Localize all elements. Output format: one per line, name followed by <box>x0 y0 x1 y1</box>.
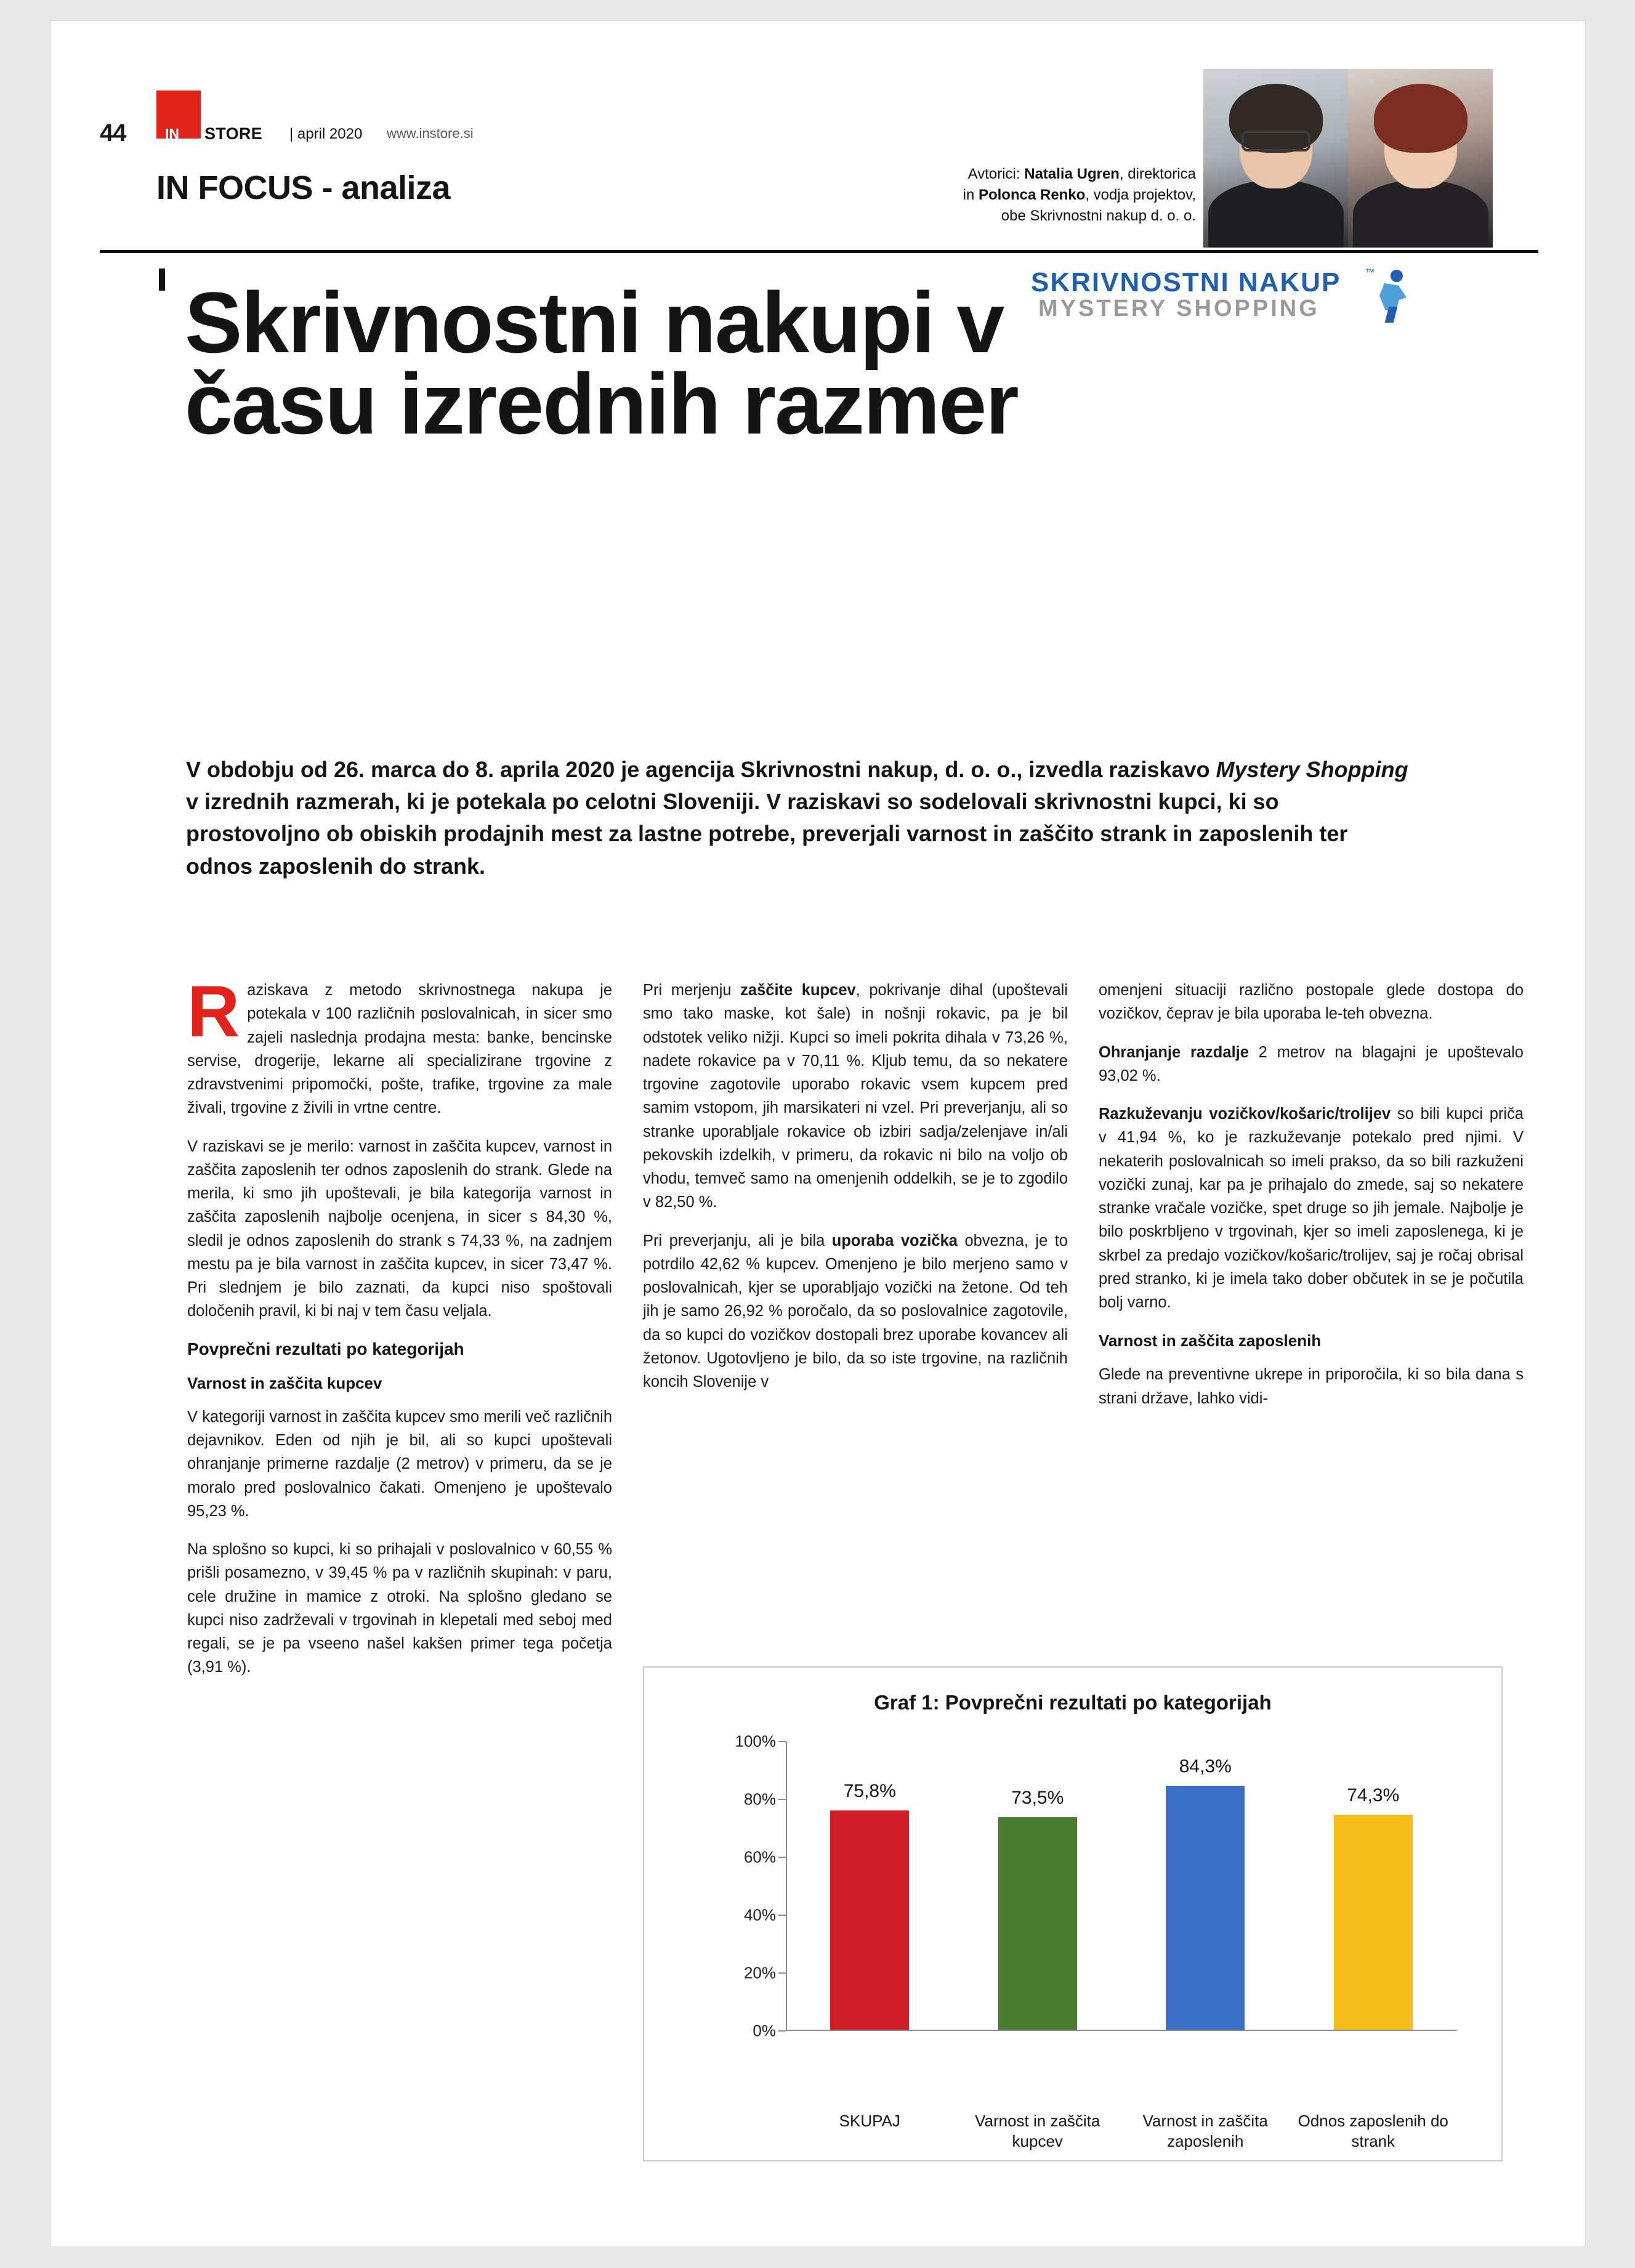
trademark-icon: ™ <box>1365 267 1375 278</box>
paragraph <box>643 1229 1068 1394</box>
subheading-customer-safety: Varnost in zaščita kupcev <box>187 1373 382 1392</box>
paragraph: V kategoriji varnost in zaščita kupcev smo merili več različnih dejavnikov. Eden od njih je bil, ali so kupci upoštevali ohranjanje primerne razdalje (2 metrov) v primeru, da se je moralo pred poslovalnico čakati. Omenjeno je upoštevalo 95,23 %. <box>187 1408 612 1520</box>
author-name-2: Polonca Renko <box>978 187 1086 204</box>
photo-shoulders <box>1353 180 1488 248</box>
photo-hair <box>1374 84 1467 153</box>
emphasis-text: Razkuževanju vozičkov/košaric/trolijev <box>1099 1105 1391 1123</box>
issue-date: | april 2020 <box>289 126 363 142</box>
y-axis-tick-label: 100% <box>735 1732 776 1751</box>
y-axis-tick-label: 80% <box>743 1790 776 1809</box>
brand-logo-line1: SKRIVNOSTNI NAKUP <box>1031 267 1341 297</box>
author-photos <box>1203 69 1493 248</box>
chart-plot-area <box>735 1732 1457 2151</box>
lead-paragraph: V obdobju od 26. marca do 8. aprila 2020 je agencija Skrivnostni nakup, d. o. o., izvedla raziskavo Mystery Shopping v izrednih razmerah, ki je potekala po celotni Sloveniji. V raziskavi so sodelovali skrivnostni kupci, ki so prostovoljno ob obiskih prodajnih mest za lastne potrebe, preverjali varnost in zaščito strank in zaposlenih ter odnos zaposlenih do strank. <box>186 757 1408 879</box>
chart-bar <box>998 1787 1077 2030</box>
x-axis <box>786 2030 1457 2031</box>
drop-cap: R <box>187 971 240 1052</box>
paragraph-text: , pokrivanje dihal (upoštevali smo tako maske, kot šale) in nošnji rokavic, pa je bil odstotek veliko nižji. Kupci so imeli pokrita dihala v 73,26 %, nadete rokavice pa v 70,11 %. Kljub temu, da so nekatere trgovine zagotovile uporabo rokavic vsem kupcem pred samim vstopom, jih marsikateri ni vzel. Pri preverjanju, ali so stranke uporabljale rokavice ob izbiri sadja/zelenjave in/ali pekovskih izdelkih, v primeru, da rokavic ni bilo na voljo ob vhodu, temveč samo na omenjenih oddelkih, se je to zgodilo v 82,50 %. <box>643 982 1068 1211</box>
paragraph: Glede na preventivne ukrepe in priporočila, ki so bila dana s strani države, lahko vidi- <box>1099 1366 1524 1407</box>
chart-bar-fill <box>1334 1815 1413 2030</box>
paragraph-text: so bili kupci priča v 41,94 %, ko je razkuževanje potekalo pred njimi. V nekaterih poslovalnicah so imeli prakso, da so bili razkuženi vozički zunaj, kar pa je prihajalo do zmede, saj so nekatere stranke vračale vozičke, spet druge so jih jemale. Najbolje je bilo poskrbljeno v trgovinah, kjer so imeli zaposlenega, ki je skrbel za predajo vozičkov/košaric/trolijev, saj je ročaj obrisal pred stranko, ki je imela tako dober občutek in se je počutila bolj varno. <box>1099 1105 1524 1311</box>
paragraph-text: aziskava z metodo skrivnostnega nakupa je potekala v 100 različnih poslovalnicah, in sicer smo zajeli naslednja prodajna mesta: banke, bencinske servise, drogerije, lekarne ali specializirane trgovine z zdravstvenimi pripomočki, pošte, trafike, trgovine za male živali, trgovine z živili in vrtne centre. <box>187 982 612 1117</box>
chart-bar-value-label: 74,3% <box>1347 1785 1400 1806</box>
photo-shoulders <box>1208 180 1344 248</box>
article-column-2 <box>643 979 1068 1408</box>
chart-bar-fill <box>998 1817 1077 2030</box>
paragraph <box>643 979 1068 1214</box>
glasses-icon <box>1241 131 1310 151</box>
y-axis-tick <box>778 1857 786 1858</box>
paragraph-text: 2 metrov na blagajni je upoštevalo 93,02 %. <box>1099 1043 1524 1084</box>
author-role-1: , direktorica <box>1119 166 1196 182</box>
lead-italic-term: Mystery Shopping <box>1216 757 1408 782</box>
paragraph <box>187 971 612 1120</box>
brand-logo-line2: MYSTERY SHOPPING <box>1038 296 1320 321</box>
y-axis <box>786 1741 787 2031</box>
emphasis-text: zaščite kupcev <box>740 982 856 999</box>
chart-graf-1 <box>643 1666 1503 2161</box>
page-title: Skrivnostni nakupi v času izrednih razmer <box>185 274 1018 452</box>
author-photo-2 <box>1348 69 1493 248</box>
section-title: IN FOCUS - analiza <box>156 169 451 206</box>
headline-tick <box>159 268 165 291</box>
emphasis-text: uporaba vozička <box>831 1232 958 1249</box>
website-url: www.instore.si <box>387 126 474 141</box>
chart-title: Graf 1: Povprečni rezultati po kategorijah <box>874 1691 1272 1714</box>
y-axis-tick-label: 0% <box>753 2021 776 2040</box>
x-axis-category-label: Varnost in zaščita zaposlenih <box>1142 2112 1268 2151</box>
y-axis-tick-label: 40% <box>743 1905 776 1924</box>
header-divider <box>100 250 1538 253</box>
y-axis-tick <box>778 1972 786 1974</box>
chart-bar <box>1334 1785 1413 2030</box>
authors-conjunction: in <box>963 187 979 204</box>
paragraph-text: obvezna, je to potrdilo 42,62 % kupcev. Omenjeno je bilo merjeno samo v poslovalnicah, kjer se uporabljajo vozički na žetone. Od teh jih je samo 26,92 % poročalo, da so poslovalnice zagotovile, da so kupci do vozičkov dostopali brez uporabe kovancev ali žetonov. Ugotovljeno je bilo, da so iste trgovine, na različnih koncih Slovenije v <box>643 1232 1068 1390</box>
subheading-results: Povprečni rezultati po kategorijah <box>187 1339 464 1358</box>
paragraph-text: Pri merjenju <box>643 982 741 999</box>
shopper-figure-icon <box>1376 270 1410 321</box>
chart-bar-value-label: 75,8% <box>843 1780 896 1801</box>
author-role-2: , vodja projektov, <box>1085 187 1196 204</box>
y-axis-tick-label: 60% <box>743 1847 776 1866</box>
chart-bar-fill <box>830 1810 909 2030</box>
paragraph: omenjeni situaciji različno postopale glede dostopa do vozičkov, čeprav je bila uporaba le-teh obvezna. <box>1099 982 1524 1023</box>
author-name-1: Natalia Ugren <box>1024 166 1120 182</box>
article-column-1 <box>187 971 612 1694</box>
author-photo-1 <box>1203 69 1348 248</box>
emphasis-text: Ohranjanje razdalje <box>1099 1043 1249 1061</box>
x-axis-category-label: Odnos zaposlenih do strank <box>1298 2112 1448 2151</box>
y-axis-tick <box>778 1799 786 1800</box>
paragraph: Na splošno so kupci, ki so prihajali v poslovalnico v 60,55 % prišli posamezno, v 39,45 % pa v različnih skupinah: v paru, cele družine in mamice z otroki. Na splošno gledano se kupci niso zadrževali v trgovinah in klepetali med seboj med regali, se je pa vseeno našel kakšen primer tega početja (3,91 %). <box>187 1541 612 1676</box>
chart-bar <box>830 1780 909 2030</box>
magazine-page <box>50 21 1585 2246</box>
author-credits <box>740 164 1196 227</box>
page-number: 44 <box>100 119 126 147</box>
paragraph-text: Pri preverjanju, ali je bila <box>643 1232 832 1249</box>
subheading-employee-safety: Varnost in zaščita zaposlenih <box>1099 1331 1322 1350</box>
chart-bar <box>1166 1756 1245 2030</box>
article-column-3 <box>1099 979 1524 1425</box>
x-axis-category-label: Varnost in zaščita kupcev <box>975 2112 1100 2151</box>
chart-bar-value-label: 84,3% <box>1179 1756 1232 1777</box>
y-axis-tick <box>778 2030 786 2032</box>
paragraph <box>1099 1102 1524 1314</box>
y-axis-tick <box>778 1741 786 1742</box>
instore-logo-in: IN <box>165 126 179 142</box>
author-company: obe Skrivnostni nakup d. o. o. <box>1001 208 1196 225</box>
x-axis-category-label: SKUPAJ <box>839 2112 900 2130</box>
y-axis-tick <box>778 1915 786 1916</box>
authors-prefix: Avtorici: <box>967 166 1025 182</box>
paragraph: V raziskavi se je merilo: varnost in zaščita kupcev, varnost in zaščita zaposlenih ter odnos zaposlenih do strank. Glede na merila, ki smo jih upoštevali, je bila kategorija varnost in zaščita zaposlenih najbolje ocenjena, in sicer s 84,30 %, sledil je odnos zaposlenih do strank s 74,33 %, na zadnjem mestu pa je bila varnost in zaščita kupcev, in sicer 73,47 %. Pri slednjem je bilo zaznati, da kupci niso spoštovali določenih pravil, ki bi naj v tem času veljala. <box>187 1137 612 1320</box>
paragraph <box>1099 1041 1524 1088</box>
chart-bar-value-label: 73,5% <box>1011 1787 1064 1808</box>
y-axis-tick-label: 20% <box>743 1963 776 1982</box>
instore-logo-word: STORE <box>204 124 263 143</box>
chart-bar-fill <box>1166 1786 1245 2030</box>
